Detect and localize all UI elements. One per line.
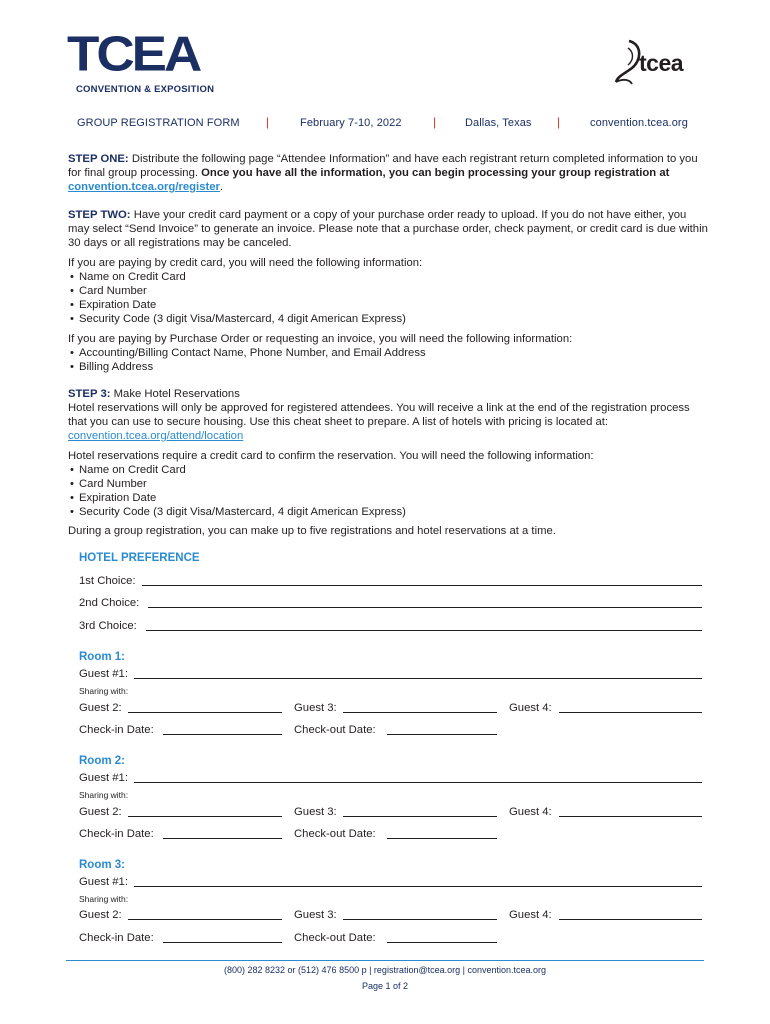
room-3-sharing-label: Sharing with:	[79, 894, 129, 904]
event-website[interactable]: convention.tcea.org	[590, 117, 688, 129]
header-separator: |	[266, 115, 270, 129]
list-item: • Expiration Date	[68, 298, 708, 312]
choice-1-field[interactable]	[142, 585, 702, 586]
list-item: • Card Number	[68, 477, 708, 491]
room-1-sharing-label: Sharing with:	[79, 686, 129, 696]
room-2-guest4-label: Guest 4:	[509, 806, 552, 818]
list-item: • Billing Address	[68, 360, 708, 374]
room-1-guest1-field[interactable]	[134, 678, 702, 679]
room-3-title: Room 3:	[79, 859, 125, 871]
register-link[interactable]: convention.tcea.org/register	[68, 181, 220, 193]
step-three-label: STEP 3:	[68, 388, 111, 400]
credit-card-intro: If you are paying by credit card, you will need the following information:	[68, 257, 423, 269]
step-one-text: Distribute the following page “Attendee Information” and have each registrant return completed information to you for final group processing.	[68, 153, 698, 179]
hotel-preference-title: HOTEL PREFERENCE	[79, 552, 200, 564]
room-3-checkout-label: Check-out Date:	[294, 932, 376, 944]
room-3-guest2-field[interactable]	[128, 919, 282, 920]
room-3-checkout-field[interactable]	[387, 942, 497, 943]
list-item: • Security Code (3 digit Visa/Mastercard, 4 digit American Express)	[68, 312, 708, 326]
step-two	[68, 208, 708, 250]
choice-3-label: 3rd Choice:	[79, 620, 137, 632]
room-1-guest2-label: Guest 2:	[79, 702, 122, 714]
choice-3-field[interactable]	[146, 630, 702, 631]
list-item: • Accounting/Billing Contact Name, Phone Number, and Email Address	[68, 346, 708, 360]
room-2-guest3-label: Guest 3:	[294, 806, 337, 818]
step-three-title: Make Hotel Reservations	[110, 388, 240, 400]
room-2-sharing-label: Sharing with:	[79, 790, 129, 800]
hotel-location-link[interactable]: convention.tcea.org/attend/location	[68, 430, 244, 442]
footer-contact: (800) 282 8232 or (512) 476 8500 p | registration@tcea.org | convention.tcea.org	[223, 965, 546, 975]
step-three	[68, 387, 708, 443]
step-two-text: Have your credit card payment or a copy of your purchase order ready to upload. If you do not have either, you may select “Send Invoice” to generate an invoice. Please note that a purchase order, check payment, or credit card is due within 30 days or all registrations may be canceled.	[68, 209, 708, 249]
room-1-guest3-label: Guest 3:	[294, 702, 337, 714]
purchase-order-intro: If you are paying by Purchase Order or requesting an invoice, you will need the following information:	[68, 333, 573, 345]
list-item: • Expiration Date	[68, 491, 708, 505]
room-2-guest2-label: Guest 2:	[79, 806, 122, 818]
header-separator: |	[433, 115, 437, 129]
room-1-checkin-label: Check-in Date:	[79, 724, 154, 736]
logo-subtitle: CONVENTION & EXPOSITION	[76, 84, 215, 95]
room-3-guest3-label: Guest 3:	[294, 909, 337, 921]
tcea-logo-wordmark: TCEA	[67, 27, 200, 82]
credit-card-info	[68, 256, 708, 326]
group-note: During a group registration, you can make up to five registrations and hotel reservations at a time.	[68, 525, 556, 537]
room-3-guest3-field[interactable]	[343, 919, 497, 920]
room-2-guest3-field[interactable]	[343, 816, 497, 817]
step-two-label: STEP TWO:	[68, 209, 131, 221]
form-title: GROUP REGISTRATION FORM	[77, 117, 240, 129]
room-3-checkin-field[interactable]	[163, 942, 282, 943]
room-2-checkout-label: Check-out Date:	[294, 828, 376, 840]
event-dates: February 7-10, 2022	[300, 117, 402, 129]
step-one	[68, 152, 708, 194]
list-item: • Security Code (3 digit Visa/Mastercard, 4 digit American Express)	[68, 505, 708, 519]
room-3-guest4-label: Guest 4:	[509, 909, 552, 921]
room-3-guest4-field[interactable]	[559, 919, 702, 920]
room-1-guest3-field[interactable]	[343, 712, 497, 713]
room-3-guest2-label: Guest 2:	[79, 909, 122, 921]
brand-wordmark: tcea	[639, 50, 684, 76]
room-2-guest1-field[interactable]	[134, 782, 702, 783]
hotel-card-info	[68, 449, 708, 519]
room-1-checkout-field[interactable]	[387, 734, 497, 735]
step-one-bold: Once you have all the information, you can begin processing your group registration at	[201, 167, 670, 179]
room-2-checkin-field[interactable]	[163, 838, 282, 839]
room-1-checkout-label: Check-out Date:	[294, 724, 376, 736]
hotel-card-intro: Hotel reservations require a credit card to confirm the reservation. You will need the following information:	[68, 450, 594, 462]
step-one-label: STEP ONE:	[68, 153, 129, 165]
room-1-guest1-label: Guest #1:	[79, 668, 128, 680]
footer-divider	[66, 960, 704, 961]
room-2-checkout-field[interactable]	[387, 838, 497, 839]
event-location: Dallas, Texas	[465, 117, 532, 129]
room-1-checkin-field[interactable]	[163, 734, 282, 735]
room-2-guest4-field[interactable]	[559, 816, 702, 817]
list-item: • Name on Credit Card	[68, 270, 708, 284]
choice-2-label: 2nd Choice:	[79, 597, 140, 609]
room-2-checkin-label: Check-in Date:	[79, 828, 154, 840]
room-1-title: Room 1:	[79, 651, 125, 663]
room-3-guest1-field[interactable]	[134, 886, 702, 887]
room-2-guest1-label: Guest #1:	[79, 772, 128, 784]
choice-2-field[interactable]	[148, 607, 702, 608]
room-1-guest2-field[interactable]	[128, 712, 282, 713]
room-2-guest2-field[interactable]	[128, 816, 282, 817]
list-item: • Name on Credit Card	[68, 463, 708, 477]
step-three-text: Hotel reservations will only be approved for registered attendees. You will receive a link at the end of the registration process that you can use to secure housing. Use this cheat sheet to prepare. A list of hotels with pricing is located at:	[68, 402, 690, 428]
header-separator: |	[557, 115, 561, 129]
room-2-title: Room 2:	[79, 755, 125, 767]
list-item: • Card Number	[68, 284, 708, 298]
tcea-brand-logo	[612, 38, 707, 88]
room-1-guest4-field[interactable]	[559, 712, 702, 713]
room-1-guest4-label: Guest 4:	[509, 702, 552, 714]
choice-1-label: 1st Choice:	[79, 575, 136, 587]
step-one-end: .	[219, 181, 224, 193]
room-3-guest1-label: Guest #1:	[79, 876, 128, 888]
room-3-checkin-label: Check-in Date:	[79, 932, 154, 944]
page-number: Page 1 of 2	[361, 981, 409, 991]
purchase-order-info	[68, 332, 708, 374]
